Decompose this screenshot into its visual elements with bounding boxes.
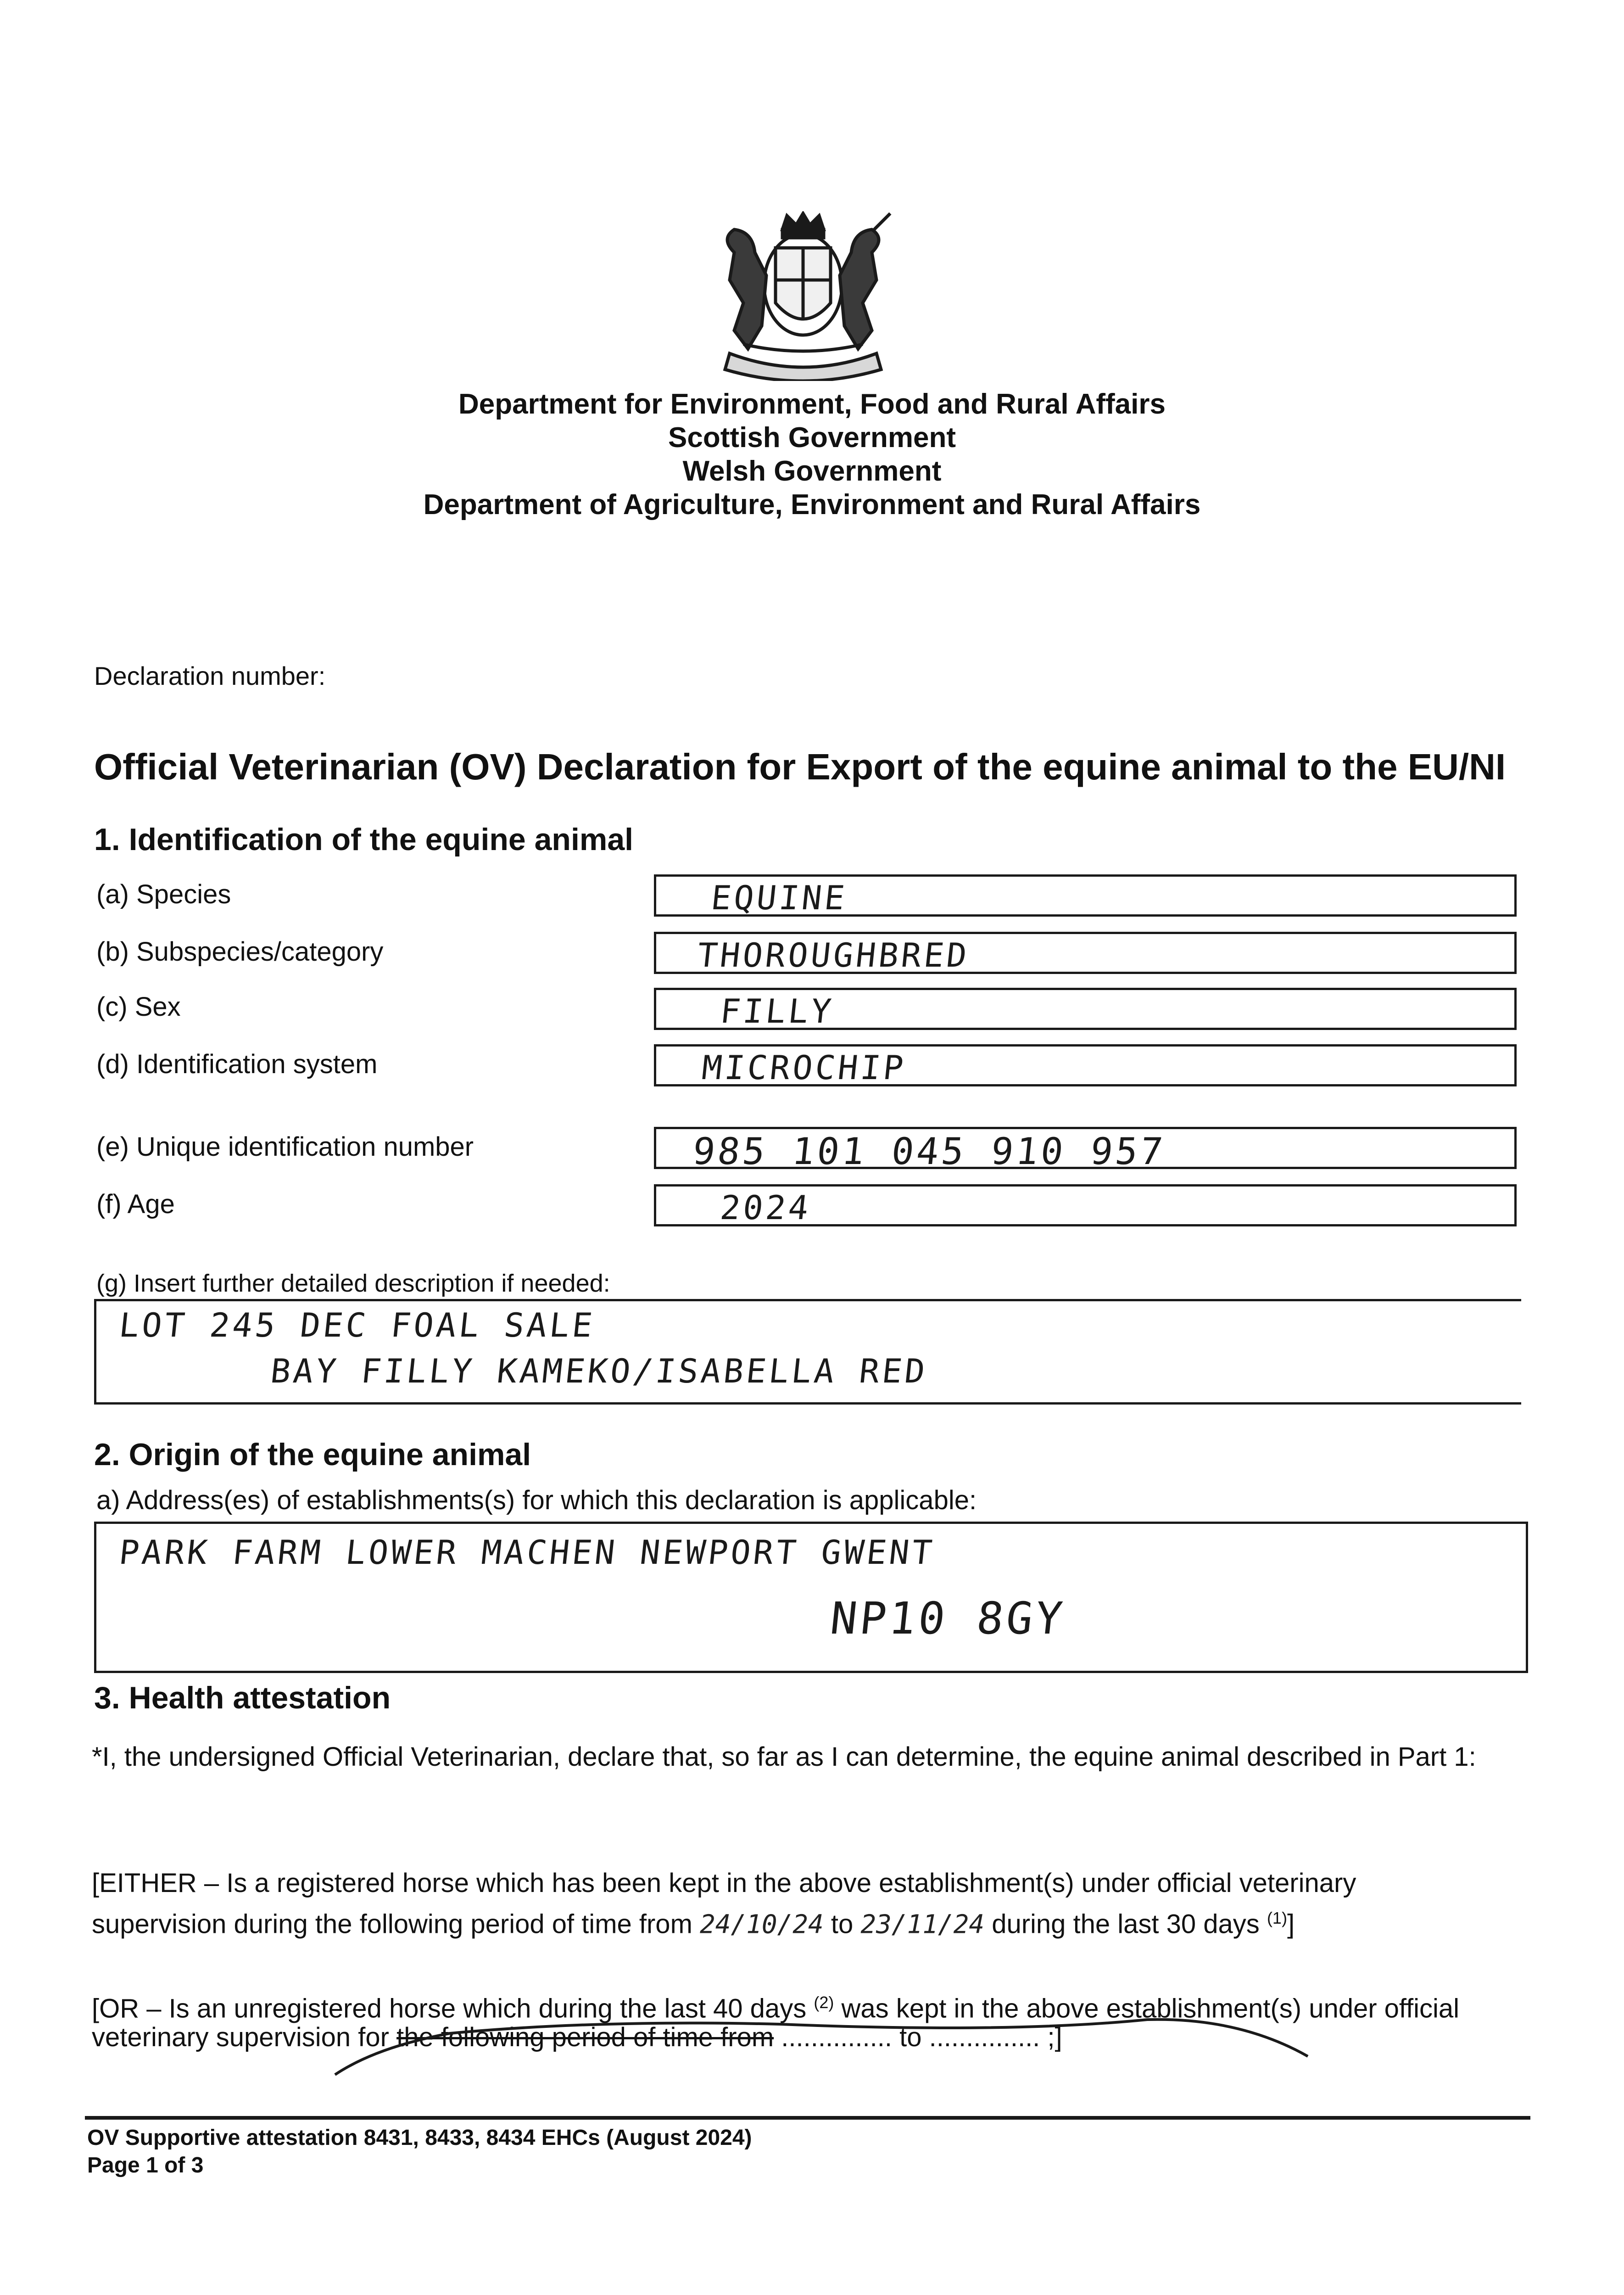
either-clause-line1: [EITHER – Is a registered horse which has been kept in the above establishment(s) under official veterinary (92, 1868, 1356, 1898)
either-footnote: (1) (1267, 1909, 1287, 1927)
or-text-d: ............... to ............... ;] (781, 2022, 1062, 2052)
species-field (654, 874, 1517, 917)
or-struck-text: the following period of time from (396, 2022, 774, 2052)
footer-page-number: Page 1 of 3 (87, 2153, 204, 2177)
age-label: (f) Age (96, 1189, 175, 1219)
or-text-a: [OR – Is an unregistered horse which during the last 40 days (92, 1993, 807, 2024)
either-from-date: 24/10/24 (700, 1909, 824, 1940)
address-line2: NP10 8GY (828, 1593, 1068, 1644)
subspecies-label: (b) Subspecies/category (96, 937, 384, 967)
unique-id-value: 985 101 045 910 957 (691, 1130, 1168, 1173)
unique-id-label: (e) Unique identification number (96, 1132, 474, 1162)
address-label: a) Address(es) of establishments(s) for which this declaration is applicable: (96, 1485, 977, 1515)
section2-heading: 2. Origin of the equine animal (94, 1437, 531, 1472)
sex-value: FILLY (718, 992, 836, 1030)
age-value: 2024 (718, 1188, 813, 1227)
declaration-number-label: Declaration number: (94, 661, 326, 690)
sex-label: (c) Sex (96, 992, 181, 1022)
footer-rule (85, 2116, 1530, 2120)
identification-system-value: MICROCHIP (700, 1048, 908, 1087)
address-line1: PARK FARM LOWER MACHEN NEWPORT GWENT (117, 1533, 937, 1572)
department-welsh-government: Welsh Government (682, 455, 942, 487)
identification-system-label: (d) Identification system (96, 1049, 378, 1079)
further-description-line1: LOT 245 DEC FOAL SALE (117, 1306, 597, 1344)
either-to-word: to (831, 1909, 854, 1939)
either-clause-line2 (92, 1901, 1295, 1942)
further-description-box (94, 1299, 1521, 1405)
or-text-c: veterinary supervision for (92, 2022, 389, 2052)
sex-field (654, 988, 1517, 1030)
or-footnote: (2) (814, 1993, 834, 2012)
identification-system-field (654, 1044, 1517, 1086)
department-daera: Department of Agriculture, Environment and Rural Affairs (423, 489, 1201, 521)
either-text-a: supervision during the following period of time from (92, 1909, 692, 1939)
health-attestation-intro: *I, the undersigned Official Veterinarian, declare that, so far as I can determine, the equine animal described in Part 1: (92, 1742, 1476, 1772)
either-end: ] (1287, 1909, 1295, 1939)
footer-attestation: OV Supportive attestation 8431, 8433, 8434 EHCs (August 2024) (87, 2126, 752, 2150)
royal-coat-of-arms-icon (702, 211, 904, 381)
document-title: Official Veterinarian (OV) Declaration for Export of the equine animal to the EU/NI (94, 746, 1506, 787)
department-defra: Department for Environment, Food and Rural Affairs (458, 388, 1166, 420)
address-box (94, 1522, 1528, 1673)
subspecies-value: THOROUGHBRED (695, 936, 971, 974)
handwritten-strike-curve (321, 1992, 1331, 2084)
section3-heading: 3. Health attestation (94, 1680, 391, 1715)
further-description-line2: BAY FILLY KAMEKO/ISABELLA RED (268, 1352, 930, 1390)
unique-id-field (654, 1127, 1517, 1173)
age-field (654, 1184, 1517, 1226)
species-value: EQUINE (709, 879, 849, 917)
either-to-date: 23/11/24 (860, 1909, 985, 1940)
further-description-label: (g) Insert further detailed description if needed: (96, 1270, 610, 1297)
department-scottish-government: Scottish Government (668, 422, 956, 453)
species-label: (a) Species (96, 879, 231, 909)
subspecies-field (654, 932, 1517, 974)
or-text-b: was kept in the above establishment(s) under official (841, 1993, 1459, 2024)
section1-heading: 1. Identification of the equine animal (94, 822, 634, 857)
either-text-b: during the last 30 days (992, 1909, 1260, 1939)
